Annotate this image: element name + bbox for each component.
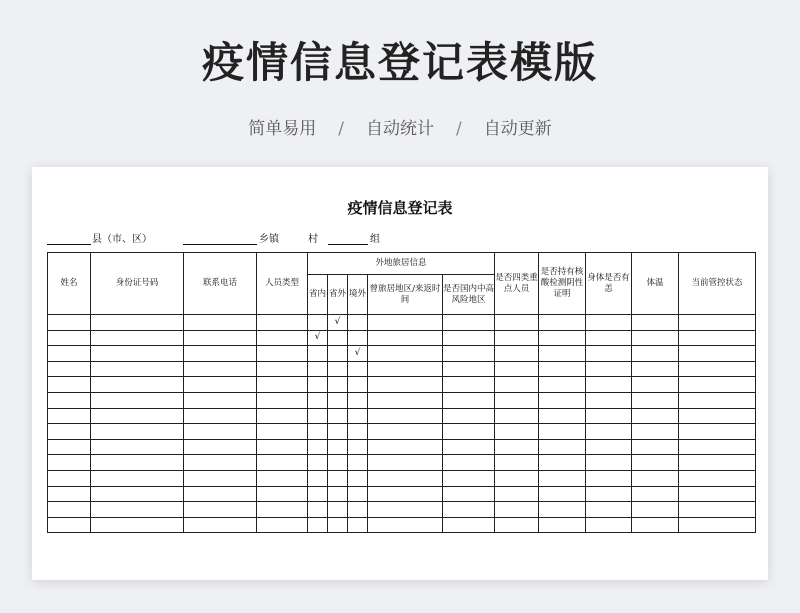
- cell-nucleic-test[interactable]: [539, 330, 586, 346]
- cell-travel-place-time[interactable]: [368, 439, 443, 455]
- cell-key-person[interactable]: [495, 330, 539, 346]
- cell-out-province[interactable]: [328, 408, 348, 424]
- cell-name[interactable]: [48, 486, 91, 502]
- cell-temperature[interactable]: [632, 455, 679, 471]
- cell-health-issue[interactable]: [586, 315, 632, 331]
- cell-in-province[interactable]: [308, 408, 328, 424]
- cell-phone[interactable]: [184, 455, 257, 471]
- cell-key-person[interactable]: [495, 455, 539, 471]
- cell-out-province[interactable]: [328, 346, 348, 362]
- cell-health-issue[interactable]: [586, 486, 632, 502]
- cell-name[interactable]: [48, 424, 91, 440]
- village-label: 村: [308, 234, 318, 245]
- cell-in-province[interactable]: [308, 486, 328, 502]
- cell-travel-place-time[interactable]: [368, 455, 443, 471]
- cell-nucleic-test[interactable]: [539, 392, 586, 408]
- cell-travel-place-time[interactable]: [368, 392, 443, 408]
- cell-name[interactable]: [48, 315, 91, 331]
- cell-in-province[interactable]: [308, 502, 328, 518]
- cell-high-risk[interactable]: [443, 330, 495, 346]
- cell-name[interactable]: [48, 330, 91, 346]
- cell-travel-place-time[interactable]: [368, 470, 443, 486]
- cell-temperature[interactable]: [632, 361, 679, 377]
- cell-nucleic-test[interactable]: [539, 455, 586, 471]
- cell-nucleic-test[interactable]: [539, 470, 586, 486]
- cell-health-issue[interactable]: [586, 346, 632, 362]
- cell-in-province[interactable]: [308, 470, 328, 486]
- cell-nucleic-test[interactable]: [539, 439, 586, 455]
- header-person-type: 人员类型: [257, 253, 308, 315]
- cell-key-person[interactable]: [495, 439, 539, 455]
- cell-phone[interactable]: [184, 439, 257, 455]
- cell-id-number[interactable]: [91, 346, 184, 362]
- cell-out-province[interactable]: [328, 455, 348, 471]
- cell-control-status[interactable]: [679, 439, 756, 455]
- header-travel-place-time: 曾旅居地区/来返时间: [368, 275, 443, 315]
- cell-in-province[interactable]: [308, 392, 328, 408]
- cell-out-province[interactable]: [328, 392, 348, 408]
- cell-person-type[interactable]: [257, 517, 308, 533]
- cell-name[interactable]: [48, 392, 91, 408]
- cell-high-risk[interactable]: [443, 502, 495, 518]
- cell-in-province[interactable]: [308, 455, 328, 471]
- cell-abroad[interactable]: [348, 361, 368, 377]
- cell-name[interactable]: [48, 455, 91, 471]
- cell-health-issue[interactable]: [586, 377, 632, 393]
- cell-temperature[interactable]: [632, 439, 679, 455]
- header-high-risk: 是否国内中高风险地区: [443, 275, 495, 315]
- cell-high-risk[interactable]: [443, 361, 495, 377]
- header-nucleic-test: 是否持有核酸检测阴性证明: [539, 253, 586, 315]
- table-row: [48, 346, 756, 362]
- cell-control-status[interactable]: [679, 392, 756, 408]
- cell-out-province[interactable]: [328, 502, 348, 518]
- town-label: 乡镇: [259, 234, 279, 245]
- cell-temperature[interactable]: [632, 392, 679, 408]
- cell-temperature[interactable]: [632, 377, 679, 393]
- table-row: [48, 502, 756, 518]
- cell-out-province[interactable]: [328, 486, 348, 502]
- cell-health-issue[interactable]: [586, 330, 632, 346]
- cell-travel-place-time[interactable]: [368, 346, 443, 362]
- document-title: 疫情信息登记表: [347, 199, 453, 217]
- cell-health-issue[interactable]: [586, 439, 632, 455]
- cell-in-province[interactable]: [308, 424, 328, 440]
- cell-abroad[interactable]: [348, 517, 368, 533]
- cell-out-province[interactable]: [328, 517, 348, 533]
- cell-travel-place-time[interactable]: [368, 517, 443, 533]
- cell-out-province[interactable]: [328, 377, 348, 393]
- cell-person-type[interactable]: [257, 408, 308, 424]
- cell-nucleic-test[interactable]: [539, 408, 586, 424]
- cell-temperature[interactable]: [632, 486, 679, 502]
- tagline-item: 自动更新: [483, 119, 552, 139]
- header-control-status: 当前管控状态: [679, 253, 756, 315]
- header-temperature: 体温: [632, 253, 679, 315]
- cell-key-person[interactable]: [495, 392, 539, 408]
- cell-out-province[interactable]: [328, 470, 348, 486]
- cell-id-number[interactable]: [91, 392, 184, 408]
- table-row: [48, 517, 756, 533]
- table-row: [48, 361, 756, 377]
- cell-high-risk[interactable]: [443, 315, 495, 331]
- cell-abroad[interactable]: [348, 502, 368, 518]
- cell-person-type[interactable]: [257, 392, 308, 408]
- cell-phone[interactable]: [184, 470, 257, 486]
- cell-in-province[interactable]: [308, 377, 328, 393]
- cell-id-number[interactable]: [91, 408, 184, 424]
- cell-travel-place-time[interactable]: [368, 424, 443, 440]
- cell-temperature[interactable]: [632, 470, 679, 486]
- cell-abroad[interactable]: [348, 439, 368, 455]
- cell-id-number[interactable]: [91, 439, 184, 455]
- cell-nucleic-test[interactable]: [539, 424, 586, 440]
- town-blank[interactable]: [183, 244, 257, 245]
- cell-high-risk[interactable]: [443, 470, 495, 486]
- table-row: [48, 470, 756, 486]
- cell-key-person[interactable]: [495, 377, 539, 393]
- cell-travel-place-time[interactable]: [368, 330, 443, 346]
- tagline-separator: /: [456, 119, 462, 139]
- cell-control-status[interactable]: [679, 330, 756, 346]
- cell-name[interactable]: [48, 439, 91, 455]
- cell-person-type[interactable]: [257, 424, 308, 440]
- cell-abroad[interactable]: [348, 455, 368, 471]
- cell-in-province[interactable]: [308, 361, 328, 377]
- cell-health-issue[interactable]: [586, 361, 632, 377]
- cell-person-type[interactable]: [257, 377, 308, 393]
- header-name: 姓名: [48, 253, 91, 315]
- cell-health-issue[interactable]: [586, 517, 632, 533]
- header-out-province: 省外: [328, 275, 348, 315]
- table-row: [48, 408, 756, 424]
- cell-travel-place-time[interactable]: [368, 408, 443, 424]
- cell-name[interactable]: [48, 377, 91, 393]
- cell-phone[interactable]: [184, 377, 257, 393]
- cell-person-type[interactable]: [257, 470, 308, 486]
- cell-high-risk[interactable]: [443, 455, 495, 471]
- cell-key-person[interactable]: [495, 346, 539, 362]
- cell-abroad[interactable]: [348, 408, 368, 424]
- document-sheet: [32, 167, 768, 580]
- village-blank[interactable]: [328, 244, 368, 245]
- cell-out-province[interactable]: [328, 439, 348, 455]
- cell-temperature[interactable]: [632, 424, 679, 440]
- cell-key-person[interactable]: [495, 517, 539, 533]
- cell-health-issue[interactable]: [586, 455, 632, 471]
- cell-travel-place-time[interactable]: [368, 486, 443, 502]
- cell-id-number[interactable]: [91, 330, 184, 346]
- header-id-number: 身份证号码: [91, 253, 184, 315]
- cell-high-risk[interactable]: [443, 377, 495, 393]
- cell-high-risk[interactable]: [443, 408, 495, 424]
- cell-control-status[interactable]: [679, 486, 756, 502]
- cell-phone[interactable]: [184, 330, 257, 346]
- cell-id-number[interactable]: [91, 517, 184, 533]
- cell-control-status[interactable]: [679, 377, 756, 393]
- cell-phone[interactable]: [184, 517, 257, 533]
- cell-control-status[interactable]: [679, 502, 756, 518]
- county-blank[interactable]: [47, 244, 91, 245]
- cell-person-type[interactable]: [257, 502, 308, 518]
- cell-phone[interactable]: [184, 315, 257, 331]
- cell-abroad[interactable]: √: [348, 346, 368, 362]
- table-row: [48, 392, 756, 408]
- cell-high-risk[interactable]: [443, 392, 495, 408]
- table-row: [48, 377, 756, 393]
- cell-id-number[interactable]: [91, 377, 184, 393]
- cell-person-type[interactable]: [257, 486, 308, 502]
- cell-health-issue[interactable]: [586, 392, 632, 408]
- cell-id-number[interactable]: [91, 315, 184, 331]
- cell-out-province[interactable]: [328, 330, 348, 346]
- cell-abroad[interactable]: [348, 315, 368, 331]
- table-row: [48, 330, 756, 346]
- cell-name[interactable]: [48, 502, 91, 518]
- cell-abroad[interactable]: [348, 470, 368, 486]
- cell-phone[interactable]: [184, 424, 257, 440]
- cell-key-person[interactable]: [495, 424, 539, 440]
- tagline-item: 简单易用: [248, 119, 317, 139]
- table-row: [48, 424, 756, 440]
- cell-control-status[interactable]: [679, 315, 756, 331]
- cell-temperature[interactable]: [632, 315, 679, 331]
- cell-person-type[interactable]: [257, 346, 308, 362]
- cell-phone[interactable]: [184, 408, 257, 424]
- cell-person-type[interactable]: [257, 315, 308, 331]
- cell-id-number[interactable]: [91, 424, 184, 440]
- cell-control-status[interactable]: [679, 455, 756, 471]
- cell-travel-place-time[interactable]: [368, 315, 443, 331]
- cell-person-type[interactable]: [257, 361, 308, 377]
- cell-key-person[interactable]: [495, 315, 539, 331]
- cell-nucleic-test[interactable]: [539, 517, 586, 533]
- cell-abroad[interactable]: [348, 330, 368, 346]
- cell-control-status[interactable]: [679, 408, 756, 424]
- cell-nucleic-test[interactable]: [539, 346, 586, 362]
- table-row: [48, 455, 756, 471]
- cell-person-type[interactable]: [257, 455, 308, 471]
- cell-in-province[interactable]: √: [308, 330, 328, 346]
- cell-temperature[interactable]: [632, 408, 679, 424]
- cell-person-type[interactable]: [257, 439, 308, 455]
- cell-nucleic-test[interactable]: [539, 486, 586, 502]
- cell-id-number[interactable]: [91, 502, 184, 518]
- cell-phone[interactable]: [184, 502, 257, 518]
- cell-health-issue[interactable]: [586, 424, 632, 440]
- header-travel-group: 外地旅居信息: [308, 253, 495, 275]
- cell-control-status[interactable]: [679, 346, 756, 362]
- cell-name[interactable]: [48, 346, 91, 362]
- cell-control-status[interactable]: [679, 424, 756, 440]
- tagline-separator: /: [338, 119, 344, 139]
- cell-id-number[interactable]: [91, 361, 184, 377]
- cell-phone[interactable]: [184, 361, 257, 377]
- table-row: [48, 486, 756, 502]
- cell-abroad[interactable]: [348, 486, 368, 502]
- cell-out-province[interactable]: [328, 361, 348, 377]
- cell-name[interactable]: [48, 361, 91, 377]
- cell-id-number[interactable]: [91, 486, 184, 502]
- cell-travel-place-time[interactable]: [368, 502, 443, 518]
- cell-high-risk[interactable]: [443, 486, 495, 502]
- cell-id-number[interactable]: [91, 455, 184, 471]
- cell-nucleic-test[interactable]: [539, 502, 586, 518]
- cell-key-person[interactable]: [495, 502, 539, 518]
- group-label: 组: [370, 234, 380, 245]
- county-label: 县（市、区）: [92, 234, 152, 245]
- cell-travel-place-time[interactable]: [368, 377, 443, 393]
- cell-temperature[interactable]: [632, 330, 679, 346]
- cell-id-number[interactable]: [91, 470, 184, 486]
- table-body: [48, 315, 756, 533]
- cell-high-risk[interactable]: [443, 424, 495, 440]
- table-row: [48, 315, 756, 331]
- cell-high-risk[interactable]: [443, 517, 495, 533]
- header-phone: 联系电话: [184, 253, 257, 315]
- cell-name[interactable]: [48, 517, 91, 533]
- cell-high-risk[interactable]: [443, 439, 495, 455]
- cell-control-status[interactable]: [679, 361, 756, 377]
- cell-name[interactable]: [48, 408, 91, 424]
- cell-nucleic-test[interactable]: [539, 315, 586, 331]
- tagline-item: 自动统计: [366, 119, 434, 139]
- registration-table: [47, 252, 756, 533]
- header-health-issue: 身体是否有恙: [586, 253, 632, 315]
- cell-nucleic-test[interactable]: [539, 361, 586, 377]
- cell-temperature[interactable]: [632, 502, 679, 518]
- cell-in-province[interactable]: [308, 346, 328, 362]
- cell-in-province[interactable]: [308, 439, 328, 455]
- banner-title: 疫情信息登记表模版: [201, 38, 598, 87]
- cell-high-risk[interactable]: [443, 346, 495, 362]
- cell-health-issue[interactable]: [586, 502, 632, 518]
- cell-key-person[interactable]: [495, 486, 539, 502]
- table-row: [48, 439, 756, 455]
- header-abroad: 境外: [348, 275, 368, 315]
- cell-temperature[interactable]: [632, 346, 679, 362]
- cell-health-issue[interactable]: [586, 408, 632, 424]
- cell-phone[interactable]: [184, 486, 257, 502]
- cell-abroad[interactable]: [348, 424, 368, 440]
- cell-phone[interactable]: [184, 346, 257, 362]
- cell-control-status[interactable]: [679, 517, 756, 533]
- cell-in-province[interactable]: [308, 315, 328, 331]
- cell-out-province[interactable]: √: [328, 315, 348, 331]
- cell-key-person[interactable]: [495, 408, 539, 424]
- cell-name[interactable]: [48, 470, 91, 486]
- tagline: [0, 114, 800, 139]
- cell-person-type[interactable]: [257, 330, 308, 346]
- cell-health-issue[interactable]: [586, 470, 632, 486]
- cell-in-province[interactable]: [308, 517, 328, 533]
- cell-travel-place-time[interactable]: [368, 361, 443, 377]
- cell-temperature[interactable]: [632, 517, 679, 533]
- header-in-province: 省内: [308, 275, 328, 315]
- cell-phone[interactable]: [184, 392, 257, 408]
- cell-abroad[interactable]: [348, 377, 368, 393]
- cell-key-person[interactable]: [495, 361, 539, 377]
- cell-abroad[interactable]: [348, 392, 368, 408]
- cell-key-person[interactable]: [495, 470, 539, 486]
- cell-control-status[interactable]: [679, 470, 756, 486]
- cell-out-province[interactable]: [328, 424, 348, 440]
- cell-nucleic-test[interactable]: [539, 377, 586, 393]
- header-key-person: 是否四类重点人员: [495, 253, 539, 315]
